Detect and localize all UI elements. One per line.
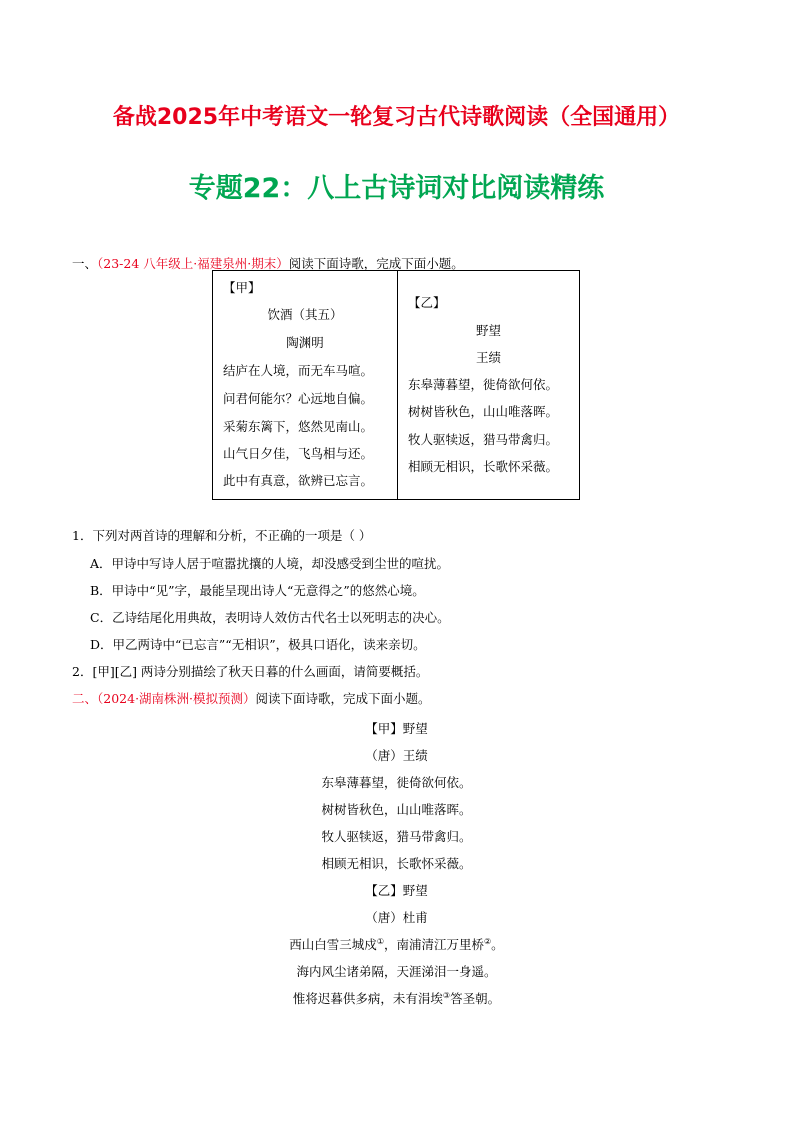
poem2a-line: 东皋薄暮望，徙倚欲何依。 bbox=[321, 775, 472, 790]
document-subtitle: 专题22：八上古诗词对比阅读精练 bbox=[188, 173, 605, 204]
poem-a-line: 采菊东篱下，悠然见南山。 bbox=[223, 419, 374, 434]
document-title: 备战2025年中考语文一轮复习古代诗歌阅读（全国通用） bbox=[112, 105, 681, 130]
poem2a-line: 牧人驱犊返，猎马带禽归。 bbox=[321, 829, 472, 844]
poem-b-author: 王绩 bbox=[475, 350, 501, 365]
poem-b-line: 牧人驱犊返，猎马带禽归。 bbox=[408, 432, 559, 447]
option-c: C．乙诗结尾化用典故，表明诗人效仿古代名士以死明志的决心。 bbox=[90, 610, 450, 625]
poem2b-line1-part: ，南浦清江万里桥 bbox=[383, 937, 484, 952]
poem-a-line: 山气日夕佳，飞鸟相与还。 bbox=[223, 446, 374, 461]
section2-heading bbox=[72, 691, 431, 707]
poem2b-line1-part: 。 bbox=[491, 937, 504, 952]
poem-a-cell bbox=[213, 271, 397, 499]
poem-a-line: 结庐在人境，而无车马喧。 bbox=[223, 363, 374, 378]
poem-b-line: 东皋薄暮望，徙倚欲何依。 bbox=[408, 377, 559, 392]
section2-source: （2024·湖南株洲·模拟预测） bbox=[97, 691, 256, 706]
poem2a-line: 树树皆秋色，山山唯落晖。 bbox=[321, 802, 472, 817]
poem-b-cell bbox=[398, 271, 579, 499]
poem-b-line: 相顾无相识，长歌怀采薇。 bbox=[408, 459, 559, 474]
poem2a-title: 【甲】野望 bbox=[365, 721, 428, 736]
poem-a-title: 饮酒（其五） bbox=[267, 307, 343, 322]
poem-b-title: 野望 bbox=[475, 323, 501, 338]
option-b: B．甲诗中“见”字，最能呈现出诗人“无意得之”的悠然心境。 bbox=[90, 583, 425, 598]
poem2b-line bbox=[0, 989, 793, 1007]
poem-comparison-table bbox=[212, 270, 580, 500]
option-d: D．甲乙两诗中“已忘言”“无相识”，极具口语化，读来亲切。 bbox=[90, 637, 426, 652]
poem2b-line3-part: 答圣朝。 bbox=[450, 991, 501, 1006]
poem-b-tag: 【乙】 bbox=[408, 295, 446, 310]
footnote-marker: ② bbox=[484, 936, 492, 946]
question-2: 2．[甲][乙] 两诗分别描绘了秋天日暮的什么画面，请简要概括。 bbox=[72, 664, 429, 679]
poem-a-tag: 【甲】 bbox=[223, 280, 261, 295]
poem2a-author: （唐）王绩 bbox=[365, 748, 428, 763]
option-a: A．甲诗中写诗人居于喧嚣扰攘的人境，却没感受到尘世的喧扰。 bbox=[90, 556, 450, 571]
poem-a-line: 此中有真意，欲辨已忘言。 bbox=[223, 473, 374, 488]
section1-source: （23-24 八年级上·福建泉州·期末） bbox=[97, 256, 289, 271]
poem-b-line: 树树皆秋色，山山唯落晖。 bbox=[408, 404, 559, 419]
footnote-marker: ① bbox=[376, 936, 384, 946]
poem2b-line1-part: 西山白雪三城戍 bbox=[289, 937, 377, 952]
question-1: 1．下列对两首诗的理解和分析，不正确的一项是（ ） bbox=[72, 528, 372, 543]
section1-instruction: 阅读下面诗歌，完成下面小题。 bbox=[288, 256, 464, 271]
section2-number: 二、 bbox=[72, 691, 98, 706]
poem2b-line bbox=[0, 935, 793, 953]
poem2b-line: 海内风尘诸弟隔，天涯涕泪一身遥。 bbox=[296, 964, 497, 979]
poem-a-author: 陶渊明 bbox=[286, 335, 324, 350]
poem-a-line: 问君何能尔？心远地自偏。 bbox=[223, 391, 374, 406]
section1-number: 一、 bbox=[72, 256, 98, 271]
footnote-marker: ③ bbox=[442, 990, 451, 1000]
poem2b-title: 【乙】野望 bbox=[365, 883, 428, 898]
poem2b-author: （唐）杜甫 bbox=[365, 910, 428, 925]
poem2b-line3-part: 惟将迟暮供多病，未有涓埃 bbox=[292, 991, 443, 1006]
section2-instruction: 阅读下面诗歌，完成下面小题。 bbox=[255, 691, 431, 706]
poem2a-line: 相顾无相识，长歌怀采薇。 bbox=[321, 856, 472, 871]
